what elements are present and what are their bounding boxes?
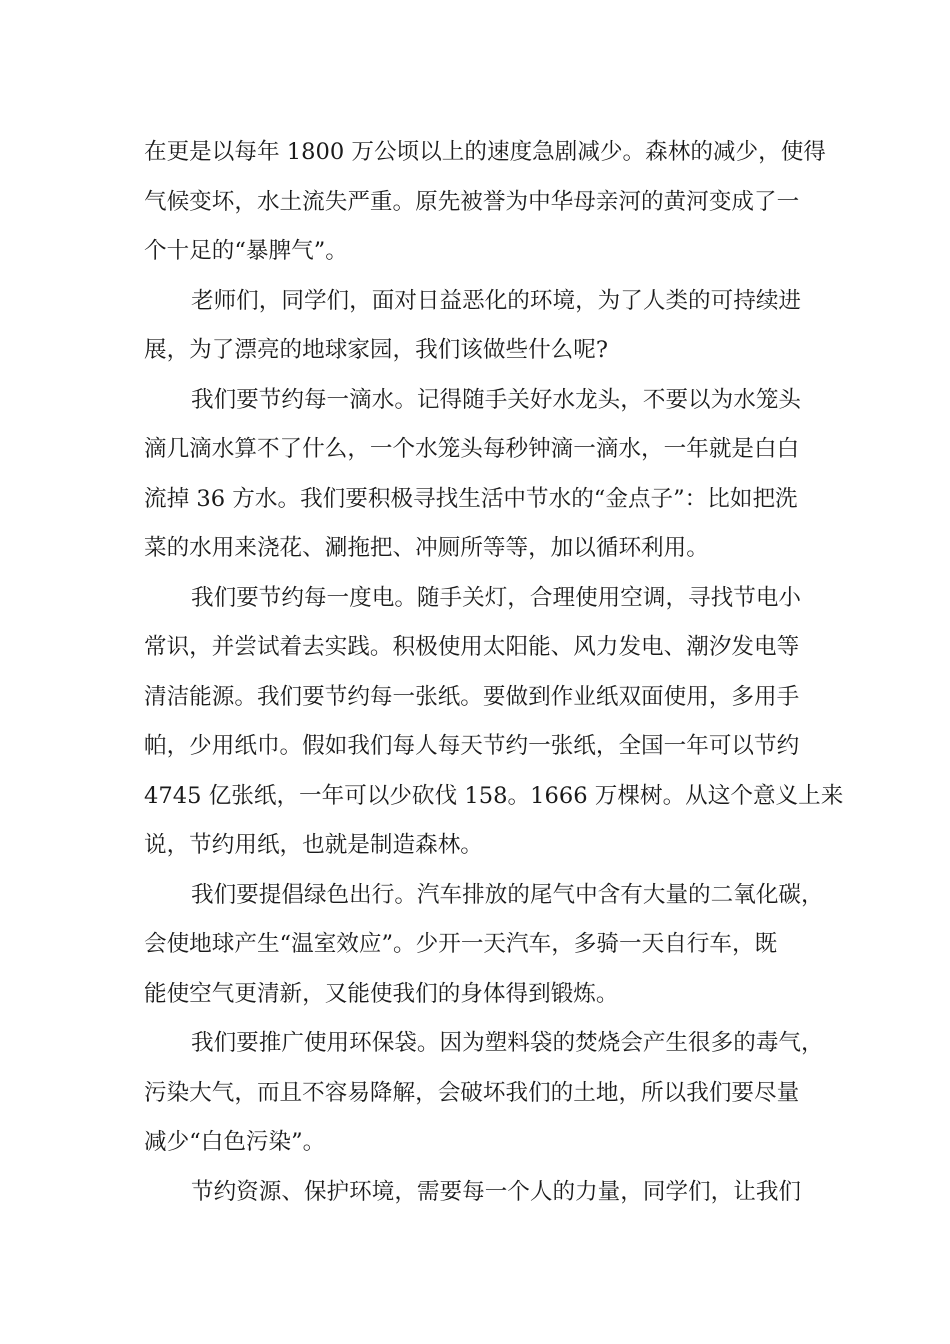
text-line: 帕，少用纸巾。假如我们每人每天节约一张纸，全国一年可以节约 xyxy=(144,733,800,759)
text-line: 气候变坏，水土流失严重。原先被誉为中华母亲河的黄河变成了一 xyxy=(144,188,800,215)
paragraph-start-line: 我们要节约每一滴水。记得随手关好水龙头，不要以为水笼头 xyxy=(191,386,802,413)
text-line: 个十足的“暴脾气”。 xyxy=(144,238,348,264)
text-line: 污染大气，而且不容易降解，会破坏我们的土地，所以我们要尽量 xyxy=(144,1079,800,1106)
text-line: 在更是以每年 1800 万公顷以上的速度急剧减少。森林的减少，使得 xyxy=(144,139,826,165)
text-line: 能使空气更清新，又能使我们的身体得到锻炼。 xyxy=(144,980,619,1007)
paragraph-start-line: 我们要推广使用环保袋。因为塑料袋的焚烧会产生很多的毒气， xyxy=(191,1030,824,1056)
text-line: 4745 亿张纸，一年可以少砍伐 158。1666 万棵树。从这个意义上来 xyxy=(144,782,844,809)
paragraph-start-line: 节约资源、保护环境，需要每一个人的力量，同学们，让我们 xyxy=(191,1178,802,1205)
text-line: 减少“白色污染”。 xyxy=(144,1129,326,1155)
text-line: 清洁能源。我们要节约每一张纸。要做到作业纸双面使用，多用手 xyxy=(144,683,800,710)
paragraph-start-line: 我们要节约每一度电。随手关灯，合理使用空调，寻找节电小 xyxy=(191,584,802,611)
text-line: 会使地球产生“温室效应”。少开一天汽车，多骑一天自行车，既 xyxy=(144,931,778,957)
text-line: 说，节约用纸，也就是制造森林。 xyxy=(144,832,483,858)
paragraph-start-line: 我们要提倡绿色出行。汽车排放的尾气中含有大量的二氧化碳， xyxy=(191,881,824,908)
text-line: 滴几滴水算不了什么，一个水笼头每秒钟滴一滴水，一年就是白白 xyxy=(144,436,800,462)
text-line: 展，为了漂亮的地球家园，我们该做些什么呢? xyxy=(144,337,608,363)
body-text xyxy=(144,128,844,1217)
paragraph-start-line: 老师们，同学们，面对日益恶化的环境，为了人类的可持续进 xyxy=(191,287,802,314)
text-line: 菜的水用来浇花、涮拖把、冲厕所等等，加以循环利用。 xyxy=(144,535,709,561)
text-line: 流掉 36 方水。我们要积极寻找生活中节水的“金点子”：比如把洗 xyxy=(144,485,798,512)
text-line: 常识，并尝试着去实践。积极使用太阳能、风力发电、潮汐发电等 xyxy=(144,634,800,660)
